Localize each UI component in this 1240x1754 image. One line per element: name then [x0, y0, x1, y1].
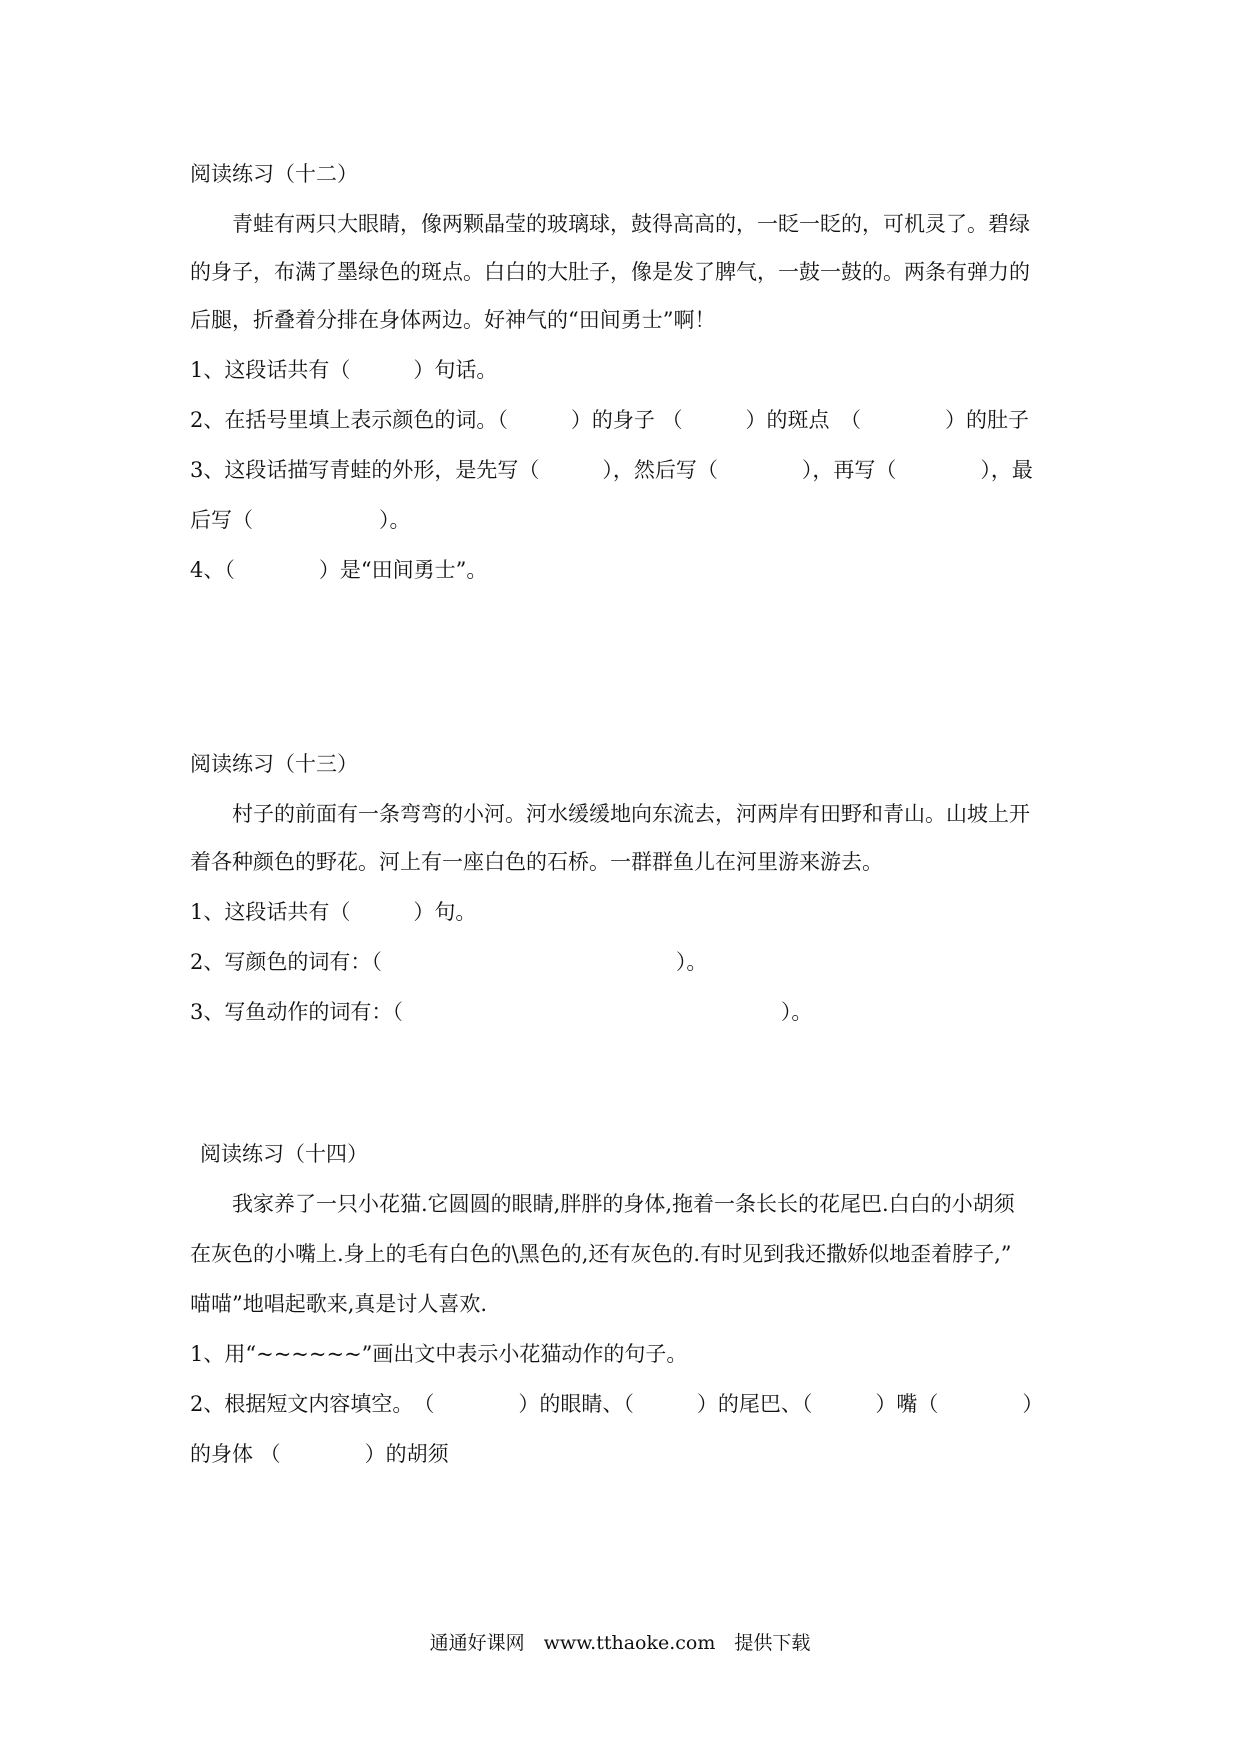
section14-question-2-cont: 的身体 （ ）的胡须 — [190, 1442, 449, 1466]
section13-passage-line-1: 村子的前面有一条弯弯的小河。河水缓缓地向东流去，河两岸有田野和青山。山坡上开 — [190, 802, 1030, 826]
section14-question-1: 1、用“~~~~~~”画出文中表示小花猫动作的句子。 — [190, 1342, 688, 1366]
section12-passage-line-2: 的身子，布满了墨绿色的斑点。白白的大肚子，像是发了脾气，一鼓一鼓的。两条有弹力的 — [190, 260, 1030, 284]
section13-question-2: 2、写颜色的词有：（ ）。 — [190, 950, 708, 974]
section12-question-4: 4、（ ）是“田间勇士”。 — [190, 558, 488, 582]
section13-passage-line-2: 着各种颜色的野花。河上有一座白色的石桥。一群群鱼儿在河里游来游去。 — [190, 850, 883, 874]
footer-source-note: 通通好课网 www.tthaoke.com 提供下载 — [429, 1632, 811, 1654]
section14-question-2: 2、根据短文内容填空。 （ ）的眼睛、（ ）的尾巴、（ ）嘴（ ） — [190, 1392, 1044, 1416]
section12-question-2: 2、在括号里填上表示颜色的词。（ ）的身子 （ ）的斑点 （ ）的肚子 — [190, 408, 1030, 432]
section12-question-3-cont: 后写（ ）。 — [190, 508, 411, 532]
section14-passage-line-3: 喵喵”地唱起歌来,真是讨人喜欢. — [190, 1292, 488, 1316]
section12-question-3: 3、这段话描写青蛙的外形，是先写（ ），然后写（ ），再写（ ），最 — [190, 458, 1033, 482]
section13-question-3: 3、写鱼动作的词有：（ ）。 — [190, 1000, 813, 1024]
section12-question-1: 1、这段话共有（ ）句话。 — [190, 358, 498, 382]
section14-title: 阅读练习（十四） — [200, 1142, 368, 1166]
section13-question-1: 1、这段话共有（ ）句。 — [190, 900, 477, 924]
section12-passage-line-1: 青蛙有两只大眼睛，像两颗晶莹的玻璃球，鼓得高高的，一眨一眨的，可机灵了。碧绿 — [190, 212, 1030, 236]
section13-title: 阅读练习（十三） — [190, 752, 358, 776]
section12-title: 阅读练习（十二） — [190, 162, 358, 186]
section12-passage-line-3: 后腿，折叠着分排在身体两边。好神气的“田间勇士”啊！ — [190, 308, 716, 332]
section14-passage-line-1: 我家养了一只小花猫.它圆圆的眼睛,胖胖的身体,拖着一条长长的花尾巴.白白的小胡须 — [190, 1192, 1015, 1216]
section14-passage-line-2: 在灰色的小嘴上.身上的毛有白色的\黑色的,还有灰色的.有时见到我还撒娇似地歪着脖子,” — [190, 1242, 1012, 1266]
